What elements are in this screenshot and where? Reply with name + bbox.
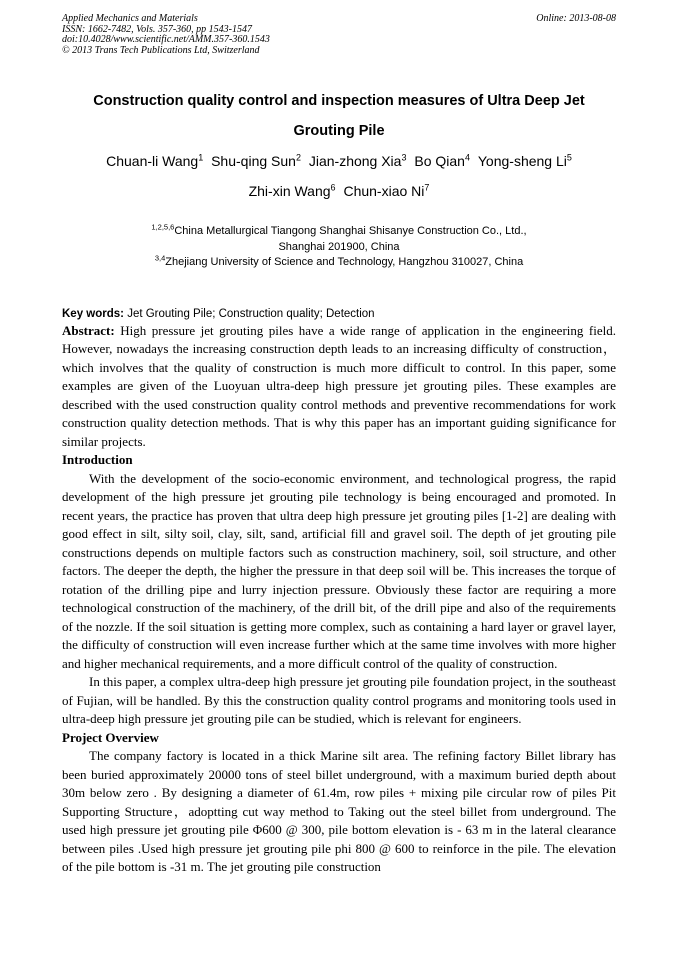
author-1 bbox=[106, 153, 203, 169]
online-date: Online: 2013-08-08 bbox=[536, 13, 616, 24]
paper-title-line-2: Grouting Pile bbox=[293, 123, 385, 140]
author-affil-ref: 6 bbox=[330, 182, 336, 193]
abstract-label: Abstract: bbox=[62, 322, 115, 338]
author-affil-ref: 7 bbox=[424, 182, 430, 193]
authors-line-2 bbox=[62, 176, 616, 206]
affiliation-sup: 1,2,5,6 bbox=[151, 222, 175, 232]
author-name: Chuan-li Wang bbox=[106, 153, 199, 170]
affiliation-line-2 bbox=[62, 240, 616, 256]
project-overview-paragraph-1: The company factory is located in a thick Marine silt area. The refining factory Billet library has been buried approximately 20000 tons of steel billet underground, with a maximum buried depth about 30m below zero . By designing a diameter of 61.4m, row piles + mixing pile circular row of piles Pit Supporting Structure，adoptting cut way method to Taking out the steel billet from underground. The used high pressure jet grouting pile Φ600 @ 300, pile bottom elevation is - 63 m in the lateral clearance between piles .Used high pressure jet grouting pile phi 800 @ 600 to reinforce in the pile. The elevation of the pile bottom is -31 m. The jet grouting pile construction bbox=[62, 748, 616, 875]
author-6 bbox=[249, 183, 336, 199]
journal-name: Applied Mechanics and Materials bbox=[62, 13, 198, 24]
affiliation-line-1 bbox=[62, 224, 616, 240]
author-5 bbox=[478, 153, 572, 169]
author-name: Bo Qian bbox=[414, 153, 465, 170]
author-name: Jian-zhong Xia bbox=[308, 153, 402, 170]
author-3 bbox=[309, 153, 407, 169]
authors-line-1 bbox=[62, 146, 616, 176]
paper-title-line-1: Construction quality control and inspection measures of Ultra Deep Jet bbox=[93, 93, 585, 110]
affiliations bbox=[62, 224, 616, 271]
section-heading-introduction: Introduction bbox=[62, 452, 133, 468]
section-heading-project-overview: Project Overview bbox=[62, 729, 159, 745]
author-2 bbox=[211, 153, 301, 169]
paper-title bbox=[62, 86, 616, 146]
author-affil-ref: 5 bbox=[566, 152, 572, 163]
abstract bbox=[62, 322, 616, 452]
author-name: Shu-qing Sun bbox=[211, 153, 296, 170]
affiliation-line-3 bbox=[62, 255, 616, 271]
journal-header-left bbox=[62, 14, 270, 56]
keywords-text: Jet Grouting Pile; Construction quality; Detection bbox=[127, 307, 375, 320]
introduction-paragraph-1: With the development of the socio-economic environment, and technological progress, the rapid development of the high pressure jet grouting pile technology is being encouraged and promoted. In recent years, the practice has proven that ultra deep high pressure jet grouting piles [1-2] are dealing with good effect in silt, silty soil, clay, silt, sand, artificial fill and gravel soil. The depth of jet grouting pile constructions depends on multiple factors such as construction machinery, soil, soil structure, and other factors. The deeper the depth, the higher the pressure in that deep soil will be. This increases the torque of rotation of the drilling pipe and lurry injection pressure. Obviously these factor are requiring a more technological construction of the machinery, of the drill bit, of the drill pipe and also of the requirements of the nozzle. If the soil situation is getting more complex, such as containing a hard layer or gravel layer, the difficulty of construction will even increase further which at the same time involves with more higher and higher mechanical requirements, and a more difficult control of the quality of construction. bbox=[62, 470, 616, 671]
author-name: Zhi-xin Wang bbox=[248, 183, 331, 200]
author-affil-ref: 1 bbox=[198, 152, 204, 163]
author-4 bbox=[414, 153, 470, 169]
author-7 bbox=[343, 183, 429, 199]
journal-issn-line: ISSN: 1662-7482, Vols. 357-360, pp 1543-1547 bbox=[62, 23, 252, 35]
journal-doi-line: doi:10.4028/www.scientific.net/AMM.357-360.1543 bbox=[62, 34, 270, 46]
author-name: Yong-sheng Li bbox=[477, 153, 567, 170]
journal-copyright-line: © 2013 Trans Tech Publications Ltd, Switzerland bbox=[62, 44, 260, 56]
journal-header bbox=[62, 14, 616, 56]
author-name: Chun-xiao Ni bbox=[343, 183, 425, 200]
keywords-label: Key words: bbox=[62, 307, 124, 320]
abstract-text: High pressure jet grouting piles have a wide range of application in the engineering field. However, nowadays the increasing construction depth leads to an increasing difficulty of construction，which involves that the quality of construction is much more difficult to control. In this paper, some examples are given of the Luoyuan ultra-deep high pressure jet grouting piles. These examples are described with the used construction quality control methods and preventive recommendations for work construction quality detection methods. That is why this paper has an important guiding significance for similar projects. bbox=[62, 322, 616, 449]
introduction-paragraph-2: In this paper, a complex ultra-deep high pressure jet grouting pile foundation project, in the southeast of Fujian, will be handled. By this the construction quality control programs and monitoring tools used in ultra-deep high pressure jet grouting pile can be studied, which is relevant for engineers. bbox=[62, 674, 616, 727]
keywords-line bbox=[62, 307, 616, 322]
author-affil-ref: 2 bbox=[295, 152, 301, 163]
affiliation-text: Zhejiang University of Science and Technology, Hangzhou 310027, China bbox=[165, 256, 524, 269]
author-affil-ref: 4 bbox=[464, 152, 470, 163]
author-affil-ref: 3 bbox=[401, 152, 407, 163]
affiliation-text: China Metallurgical Tiangong Shanghai Shisanye Construction Co., Ltd., bbox=[174, 225, 527, 238]
affiliation-text: Shanghai 201900, China bbox=[278, 240, 400, 253]
affiliation-sup: 3,4 bbox=[154, 253, 166, 263]
